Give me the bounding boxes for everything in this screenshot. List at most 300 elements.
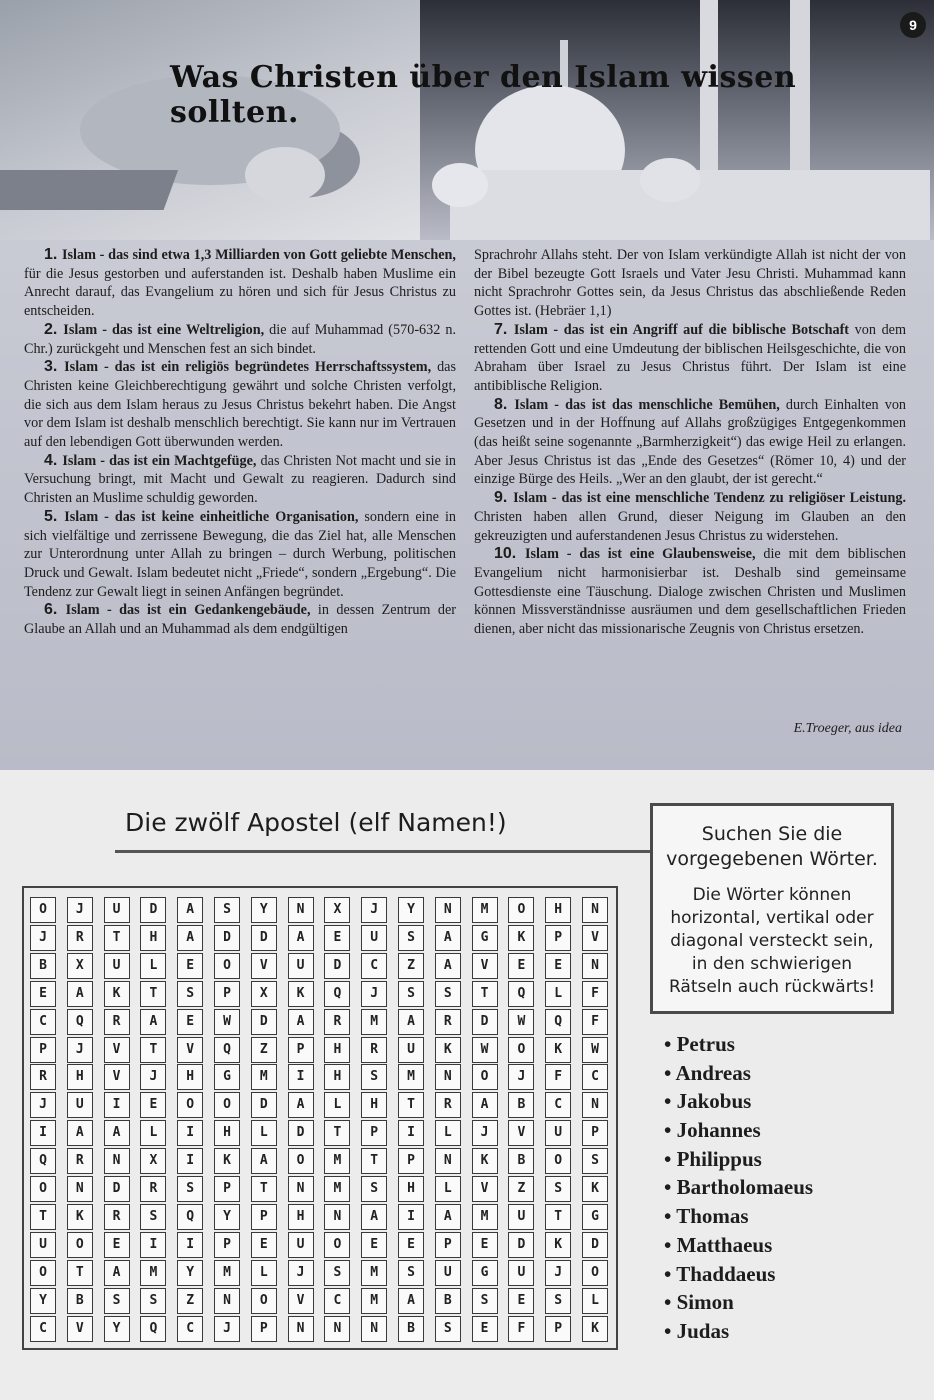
grid-cell[interactable]: A (435, 953, 461, 979)
grid-cell[interactable]: T (104, 925, 130, 951)
grid-cell[interactable]: D (104, 1176, 130, 1202)
article-paragraph (24, 321, 456, 358)
grid-cell[interactable]: L (140, 1120, 166, 1146)
grid-cell[interactable]: G (214, 1064, 240, 1090)
grid-cell[interactable]: T (398, 1092, 424, 1118)
article-title: Was Christen über den Islam wissen sollten. (170, 60, 797, 130)
grid-cell[interactable]: C (30, 1316, 56, 1342)
grid-cell[interactable]: A (67, 981, 93, 1007)
grid-cell[interactable]: H (67, 1064, 93, 1090)
grid-cell[interactable]: M (214, 1260, 240, 1286)
grid-cell[interactable]: D (288, 1120, 314, 1146)
grid-cell[interactable]: O (251, 1288, 277, 1314)
grid-cell[interactable]: U (67, 1092, 93, 1118)
grid-cell[interactable]: W (582, 1037, 608, 1063)
grid-cell[interactable]: C (361, 953, 387, 979)
grid-cell[interactable]: J (508, 1064, 534, 1090)
paragraph-number: 8. (494, 395, 515, 413)
grid-cell[interactable]: M (398, 1064, 424, 1090)
grid-cell[interactable]: V (67, 1316, 93, 1342)
grid-cell[interactable]: S (398, 981, 424, 1007)
grid-cell[interactable]: N (582, 897, 608, 923)
article-paragraph (474, 545, 906, 639)
grid-cell[interactable]: O (324, 1232, 350, 1258)
grid-cell[interactable]: V (472, 953, 498, 979)
grid-cell[interactable]: O (508, 897, 534, 923)
grid-cell[interactable]: N (324, 1204, 350, 1230)
grid-cell[interactable]: T (30, 1204, 56, 1230)
grid-cell[interactable]: Y (177, 1260, 203, 1286)
paragraph-text: für die Jesus gestorben und auferstanden ist. Deshalb haben Muslime ein Anrecht darauf, das Evangelium zu hören und sich für Jesus Christus zu entscheiden. (24, 265, 456, 320)
grid-cell[interactable]: A (361, 1204, 387, 1230)
grid-cell[interactable]: E (177, 1009, 203, 1035)
grid-cell[interactable]: N (288, 1316, 314, 1342)
grid-cell[interactable]: C (177, 1316, 203, 1342)
article-paragraph (474, 246, 906, 321)
grid-cell[interactable]: N (104, 1148, 130, 1174)
grid-cell[interactable]: J (361, 981, 387, 1007)
grid-cell[interactable]: M (361, 1288, 387, 1314)
grid-cell[interactable]: I (104, 1092, 130, 1118)
paragraph-number: 2. (44, 320, 64, 338)
grid-cell[interactable]: I (398, 1204, 424, 1230)
grid-cell[interactable]: R (435, 1092, 461, 1118)
grid-cell[interactable]: I (140, 1232, 166, 1258)
paragraph-number: 5. (44, 507, 65, 525)
grid-cell[interactable]: P (582, 1120, 608, 1146)
grid-cell[interactable]: K (104, 981, 130, 1007)
grid-cell[interactable]: O (508, 1037, 534, 1063)
grid-cell[interactable]: H (545, 897, 571, 923)
grid-cell[interactable]: N (214, 1288, 240, 1314)
grid-cell[interactable]: K (472, 1148, 498, 1174)
grid-cell[interactable]: Y (30, 1288, 56, 1314)
puzzle-title: Die zwölf Apostel (elf Namen!) (125, 808, 507, 837)
grid-cell[interactable]: I (30, 1120, 56, 1146)
grid-cell[interactable]: O (67, 1232, 93, 1258)
article-paragraph (24, 601, 456, 638)
grid-cell[interactable]: D (582, 1232, 608, 1258)
header-banner (0, 0, 934, 240)
grid-cell[interactable]: P (30, 1037, 56, 1063)
grid-cell[interactable]: S (361, 1176, 387, 1202)
grid-cell[interactable]: A (398, 1009, 424, 1035)
grid-cell[interactable]: N (67, 1176, 93, 1202)
paragraph-lead: Islam - das sind etwa 1,3 Milliarden von Gott geliebte Menschen, (62, 247, 456, 263)
paragraph-number: 3. (44, 358, 65, 376)
grid-cell[interactable]: J (545, 1260, 571, 1286)
grid-cell[interactable]: U (435, 1260, 461, 1286)
paragraph-text: die mit dem biblischen Evangelium nicht harmonisierbar ist. Deshalb sind gemeinsame Gottesdienste eine Täuschung. Dialoge zwischen Christen und Muslimen können Missverständnisse ausräumen und dem gesellschaftlichen Frieden dienen, aber nicht das missionarische Zeugnis von Christus ersetzen. (474, 546, 907, 638)
grid-cell[interactable]: P (398, 1148, 424, 1174)
grid-cell[interactable]: U (104, 953, 130, 979)
grid-cell[interactable]: P (214, 981, 240, 1007)
grid-cell[interactable]: L (582, 1288, 608, 1314)
grid-cell[interactable]: H (140, 925, 166, 951)
article-body (24, 246, 906, 716)
grid-cell[interactable]: V (177, 1037, 203, 1063)
grid-cell[interactable]: O (545, 1148, 571, 1174)
grid-cell[interactable]: V (472, 1176, 498, 1202)
grid-cell[interactable]: O (582, 1260, 608, 1286)
grid-cell[interactable]: O (288, 1148, 314, 1174)
grid-cell[interactable]: E (508, 953, 534, 979)
grid-cell[interactable]: D (508, 1232, 534, 1258)
grid-cell[interactable]: E (140, 1092, 166, 1118)
grid-cell[interactable]: T (361, 1148, 387, 1174)
grid-cell[interactable]: E (251, 1232, 277, 1258)
grid-cell[interactable]: S (582, 1148, 608, 1174)
grid-cell[interactable]: P (251, 1204, 277, 1230)
grid-cell[interactable]: R (67, 1148, 93, 1174)
grid-cell[interactable]: M (361, 1009, 387, 1035)
grid-cell[interactable]: F (508, 1316, 534, 1342)
grid-cell[interactable]: N (435, 897, 461, 923)
grid-cell[interactable]: S (435, 981, 461, 1007)
grid-cell[interactable]: U (545, 1120, 571, 1146)
grid-cell[interactable]: C (545, 1092, 571, 1118)
grid-cell[interactable]: U (508, 1260, 534, 1286)
page-number: 9 (900, 12, 926, 38)
grid-cell[interactable]: T (140, 981, 166, 1007)
grid-cell[interactable]: K (545, 1037, 571, 1063)
grid-cell[interactable]: U (508, 1204, 534, 1230)
grid-cell[interactable]: E (324, 925, 350, 951)
grid-cell[interactable]: X (140, 1148, 166, 1174)
word-list-item: • Thaddaeus (664, 1260, 813, 1289)
grid-cell[interactable]: A (67, 1120, 93, 1146)
paragraph-number: 6. (44, 601, 66, 619)
grid-cell[interactable]: P (214, 1176, 240, 1202)
grid-cell[interactable]: R (30, 1064, 56, 1090)
grid-cell[interactable]: D (251, 1009, 277, 1035)
grid-cell[interactable]: Q (545, 1009, 571, 1035)
article-paragraph (24, 452, 456, 508)
grid-cell[interactable]: I (177, 1148, 203, 1174)
grid-cell[interactable]: N (582, 953, 608, 979)
paragraph-number: 10. (494, 545, 526, 563)
grid-cell[interactable]: T (251, 1176, 277, 1202)
grid-cell[interactable]: T (67, 1260, 93, 1286)
grid-cell[interactable]: C (30, 1009, 56, 1035)
title-divider (115, 850, 650, 853)
grid-cell[interactable]: B (508, 1148, 534, 1174)
grid-cell[interactable]: G (472, 925, 498, 951)
word-list (664, 1030, 813, 1346)
grid-cell[interactable]: O (30, 897, 56, 923)
grid-cell[interactable]: U (30, 1232, 56, 1258)
grid-cell[interactable]: I (288, 1064, 314, 1090)
grid-cell[interactable]: V (251, 953, 277, 979)
grid-cell[interactable]: K (288, 981, 314, 1007)
article-column-left (24, 246, 456, 639)
paragraph-number: 7. (494, 320, 514, 338)
grid-cell[interactable]: Z (398, 953, 424, 979)
grid-cell[interactable]: K (508, 925, 534, 951)
grid-cell[interactable]: B (435, 1288, 461, 1314)
grid-cell[interactable]: A (288, 1009, 314, 1035)
paragraph-text: die auf Muhammad (570-632 n. Chr.) zurückgeht und Menschen fest an sich bindet. (24, 321, 457, 357)
grid-cell[interactable]: B (398, 1316, 424, 1342)
paragraph-text: von dem rettenden Gott und eine Umdeutung der biblischen Heilsgeschichte, die von Abraham über Israel zu Jesus Christus führt. Der Islam ist eine antibiblische Religion. (474, 321, 906, 394)
grid-cell[interactable]: M (324, 1176, 350, 1202)
paragraph-text: das Christen Not macht und sie in Versuchung bringt, mit Macht und Gewalt zu reagieren. Dadurch sind Christen an Muslime schuldig geworden. (24, 452, 457, 507)
grid-cell[interactable]: I (398, 1120, 424, 1146)
grid-cell[interactable]: M (251, 1064, 277, 1090)
paragraph-lead: Islam - das ist das menschliche Bemühen, (514, 396, 780, 413)
grid-cell[interactable]: J (361, 897, 387, 923)
grid-cell[interactable]: Z (508, 1176, 534, 1202)
grid-cell[interactable]: A (472, 1092, 498, 1118)
grid-cell[interactable]: N (324, 1316, 350, 1342)
grid-cell[interactable]: Q (214, 1037, 240, 1063)
grid-cell[interactable]: D (251, 1092, 277, 1118)
grid-cell[interactable]: N (582, 1092, 608, 1118)
grid-cell[interactable]: N (435, 1148, 461, 1174)
grid-cell[interactable]: Q (508, 981, 534, 1007)
paragraph-text: das Christen keine Gleichberechtigung gewährt und solche Christen verfolgt, die sich aus dem Islam heraus zu Jesus Christus bekehrt haben. Die Angst vor dem Islam ist deshalb menschlich berechtigt. Sie kann nur im Vertrauen auf den lebendigen Gott überwunden werden. (24, 359, 456, 451)
grid-cell[interactable]: P (288, 1037, 314, 1063)
grid-cell[interactable]: P (545, 925, 571, 951)
grid-cell[interactable]: P (361, 1120, 387, 1146)
grid-cell[interactable]: S (324, 1260, 350, 1286)
grid-cell[interactable]: O (214, 953, 240, 979)
grid-cell[interactable]: R (324, 1009, 350, 1035)
grid-cell[interactable]: P (251, 1316, 277, 1342)
grid-cell[interactable]: H (177, 1064, 203, 1090)
grid-cell[interactable]: U (288, 1232, 314, 1258)
grid-cell[interactable]: D (472, 1009, 498, 1035)
instructions-box (650, 803, 894, 1014)
paragraph-lead: Islam - das ist ein Angriff auf die biblische Botschaft (513, 321, 850, 338)
grid-cell[interactable]: J (140, 1064, 166, 1090)
grid-cell[interactable]: Y (104, 1316, 130, 1342)
grid-cell[interactable]: W (472, 1037, 498, 1063)
grid-cell[interactable]: Y (398, 897, 424, 923)
grid-cell[interactable]: K (582, 1176, 608, 1202)
grid-cell[interactable]: J (67, 1037, 93, 1063)
grid-cell[interactable]: R (361, 1037, 387, 1063)
grid-cell[interactable]: V (104, 1064, 130, 1090)
grid-cell[interactable]: O (30, 1260, 56, 1286)
grid-cell[interactable]: J (472, 1120, 498, 1146)
grid-cell[interactable]: E (30, 981, 56, 1007)
grid-cell[interactable]: D (324, 953, 350, 979)
grid-cell[interactable]: J (214, 1316, 240, 1342)
grid-cell[interactable]: Y (214, 1204, 240, 1230)
grid-cell[interactable]: N (288, 1176, 314, 1202)
grid-cell[interactable]: R (67, 925, 93, 951)
grid-cell[interactable]: A (177, 925, 203, 951)
grid-cell[interactable]: A (435, 1204, 461, 1230)
grid-cell[interactable]: M (361, 1260, 387, 1286)
word-list-item: • Philippus (664, 1145, 813, 1174)
grid-cell[interactable]: U (361, 925, 387, 951)
grid-cell[interactable]: O (472, 1064, 498, 1090)
grid-cell[interactable]: S (214, 897, 240, 923)
grid-cell[interactable]: L (545, 981, 571, 1007)
grid-cell[interactable]: A (104, 1260, 130, 1286)
grid-cell[interactable]: S (472, 1288, 498, 1314)
paragraph-lead: Islam - das ist eine Glaubensweise, (525, 546, 756, 563)
grid-cell[interactable]: J (288, 1260, 314, 1286)
paragraph-number: 1. (44, 246, 63, 263)
grid-cell[interactable]: E (472, 1232, 498, 1258)
grid-cell[interactable]: Z (251, 1037, 277, 1063)
grid-cell[interactable]: I (177, 1232, 203, 1258)
grid-cell[interactable]: O (30, 1176, 56, 1202)
grid-cell[interactable]: V (104, 1037, 130, 1063)
grid-cell[interactable]: M (472, 1204, 498, 1230)
grid-cell[interactable]: V (288, 1288, 314, 1314)
grid-cell[interactable]: E (177, 953, 203, 979)
grid-cell[interactable]: Z (177, 1288, 203, 1314)
grid-cell[interactable]: S (545, 1288, 571, 1314)
grid-cell[interactable]: G (472, 1260, 498, 1286)
grid-cell[interactable]: K (435, 1037, 461, 1063)
grid-cell[interactable]: O (177, 1092, 203, 1118)
grid-cell[interactable]: J (67, 897, 93, 923)
grid-cell[interactable]: H (288, 1204, 314, 1230)
grid-cell[interactable]: U (288, 953, 314, 979)
grid-cell[interactable]: V (508, 1120, 534, 1146)
grid-cell[interactable]: K (67, 1204, 93, 1230)
grid-cell[interactable]: N (435, 1064, 461, 1090)
word-list-item: • Andreas (664, 1059, 813, 1088)
grid-cell[interactable]: A (104, 1120, 130, 1146)
grid-cell[interactable]: E (398, 1232, 424, 1258)
grid-cell[interactable]: B (67, 1288, 93, 1314)
grid-cell[interactable]: B (508, 1092, 534, 1118)
grid-cell[interactable]: V (582, 925, 608, 951)
grid-cell[interactable]: Q (324, 981, 350, 1007)
paragraph-lead: Islam - das ist ein Gedankengebäude, (65, 602, 311, 619)
word-list-item: • Thomas (664, 1202, 813, 1231)
grid-cell[interactable]: Q (30, 1148, 56, 1174)
grid-cell[interactable]: H (398, 1176, 424, 1202)
grid-cell[interactable]: A (177, 897, 203, 923)
grid-cell[interactable]: D (214, 925, 240, 951)
grid-cell[interactable]: S (398, 1260, 424, 1286)
grid-cell[interactable]: W (214, 1009, 240, 1035)
grid-cell[interactable]: Q (67, 1009, 93, 1035)
grid-cell[interactable]: B (30, 953, 56, 979)
grid-cell[interactable]: C (582, 1064, 608, 1090)
grid-cell[interactable]: S (361, 1064, 387, 1090)
grid-cell[interactable]: G (582, 1204, 608, 1230)
grid-cell[interactable]: A (288, 925, 314, 951)
grid-cell[interactable]: F (582, 1009, 608, 1035)
grid-cell[interactable]: T (140, 1037, 166, 1063)
grid-cell[interactable]: Y (251, 897, 277, 923)
grid-cell[interactable]: C (324, 1288, 350, 1314)
grid-cell[interactable]: M (472, 897, 498, 923)
grid-cell[interactable]: R (140, 1176, 166, 1202)
grid-cell[interactable]: S (545, 1176, 571, 1202)
grid-cell[interactable]: U (104, 897, 130, 923)
grid-cell[interactable]: R (435, 1009, 461, 1035)
grid-cell[interactable]: I (177, 1120, 203, 1146)
grid-cell[interactable]: W (508, 1009, 534, 1035)
grid-cell[interactable]: E (545, 953, 571, 979)
grid-cell[interactable]: S (177, 1176, 203, 1202)
grid-cell[interactable]: E (361, 1232, 387, 1258)
grid-cell[interactable]: S (177, 981, 203, 1007)
grid-cell[interactable]: J (30, 925, 56, 951)
grid-cell[interactable]: O (214, 1092, 240, 1118)
grid-cell[interactable]: L (324, 1092, 350, 1118)
grid-cell[interactable]: F (545, 1064, 571, 1090)
grid-cell[interactable]: E (472, 1316, 498, 1342)
grid-cell[interactable]: S (104, 1288, 130, 1314)
grid-cell[interactable]: P (435, 1232, 461, 1258)
paragraph-lead: Islam - das ist eine menschliche Tendenz zu religiöser Leistung. (513, 490, 906, 507)
paragraph-text: durch Einhalten von Gesetzen und in der Hoffnung auf Allahs großzügiges Entgegenkommen (das heißt seine sogenannte „Barmherzigkeit“) das ewige Heil zu erlangen. Aber Jesus Christus ist das „Ende des Gesetzes“ (Römer 10, 4) und der einzige Bürge des Heils. „Wer an den glaubt, der ist gerecht.“ (474, 396, 907, 488)
grid-cell[interactable]: H (361, 1092, 387, 1118)
grid-cell[interactable]: S (140, 1288, 166, 1314)
article-paragraph (474, 489, 906, 545)
grid-cell[interactable]: U (398, 1037, 424, 1063)
grid-cell[interactable]: L (140, 953, 166, 979)
grid-cell[interactable]: Q (177, 1204, 203, 1230)
grid-cell[interactable]: A (398, 1288, 424, 1314)
grid-cell[interactable]: N (361, 1316, 387, 1342)
grid-cell[interactable]: R (104, 1204, 130, 1230)
grid-cell[interactable]: T (472, 981, 498, 1007)
word-list-item: • Jakobus (664, 1087, 813, 1116)
grid-cell[interactable]: J (30, 1092, 56, 1118)
grid-cell[interactable]: S (435, 1316, 461, 1342)
grid-cell[interactable]: M (140, 1260, 166, 1286)
grid-cell[interactable]: S (398, 925, 424, 951)
grid-cell[interactable]: A (435, 925, 461, 951)
grid-cell[interactable]: X (324, 897, 350, 923)
grid-cell[interactable]: M (324, 1148, 350, 1174)
paragraph-text: in dessen Zentrum der Glaube an Allah und an Muhammad als dem endgültigen (24, 602, 457, 638)
grid-cell[interactable]: E (508, 1288, 534, 1314)
grid-cell[interactable]: A (288, 1092, 314, 1118)
grid-cell[interactable]: H (324, 1037, 350, 1063)
grid-cell[interactable]: D (140, 897, 166, 923)
grid-cell[interactable]: K (545, 1232, 571, 1258)
paragraph-number: 9. (494, 489, 514, 507)
grid-cell[interactable]: F (582, 981, 608, 1007)
word-list-item: • Matthaeus (664, 1231, 813, 1260)
grid-cell[interactable]: T (324, 1120, 350, 1146)
grid-cell[interactable]: L (251, 1120, 277, 1146)
grid-cell[interactable]: T (545, 1204, 571, 1230)
grid-cell[interactable]: L (435, 1176, 461, 1202)
grid-cell[interactable]: N (288, 897, 314, 923)
grid-cell[interactable]: D (251, 925, 277, 951)
grid-cell[interactable]: Q (140, 1316, 166, 1342)
grid-cell[interactable]: R (104, 1009, 130, 1035)
grid-cell[interactable]: X (67, 953, 93, 979)
grid-cell[interactable]: L (435, 1120, 461, 1146)
grid-cell[interactable]: L (251, 1260, 277, 1286)
grid-cell[interactable]: H (214, 1120, 240, 1146)
grid-cell[interactable]: K (582, 1316, 608, 1342)
grid-cell[interactable]: S (140, 1204, 166, 1230)
grid-cell[interactable]: X (251, 981, 277, 1007)
grid-cell[interactable]: K (214, 1148, 240, 1174)
grid-cell[interactable]: P (214, 1232, 240, 1258)
grid-cell[interactable]: P (545, 1316, 571, 1342)
grid-cell[interactable]: A (140, 1009, 166, 1035)
grid-cell[interactable]: E (104, 1232, 130, 1258)
grid-cell[interactable]: A (251, 1148, 277, 1174)
grid-cell[interactable]: H (324, 1064, 350, 1090)
